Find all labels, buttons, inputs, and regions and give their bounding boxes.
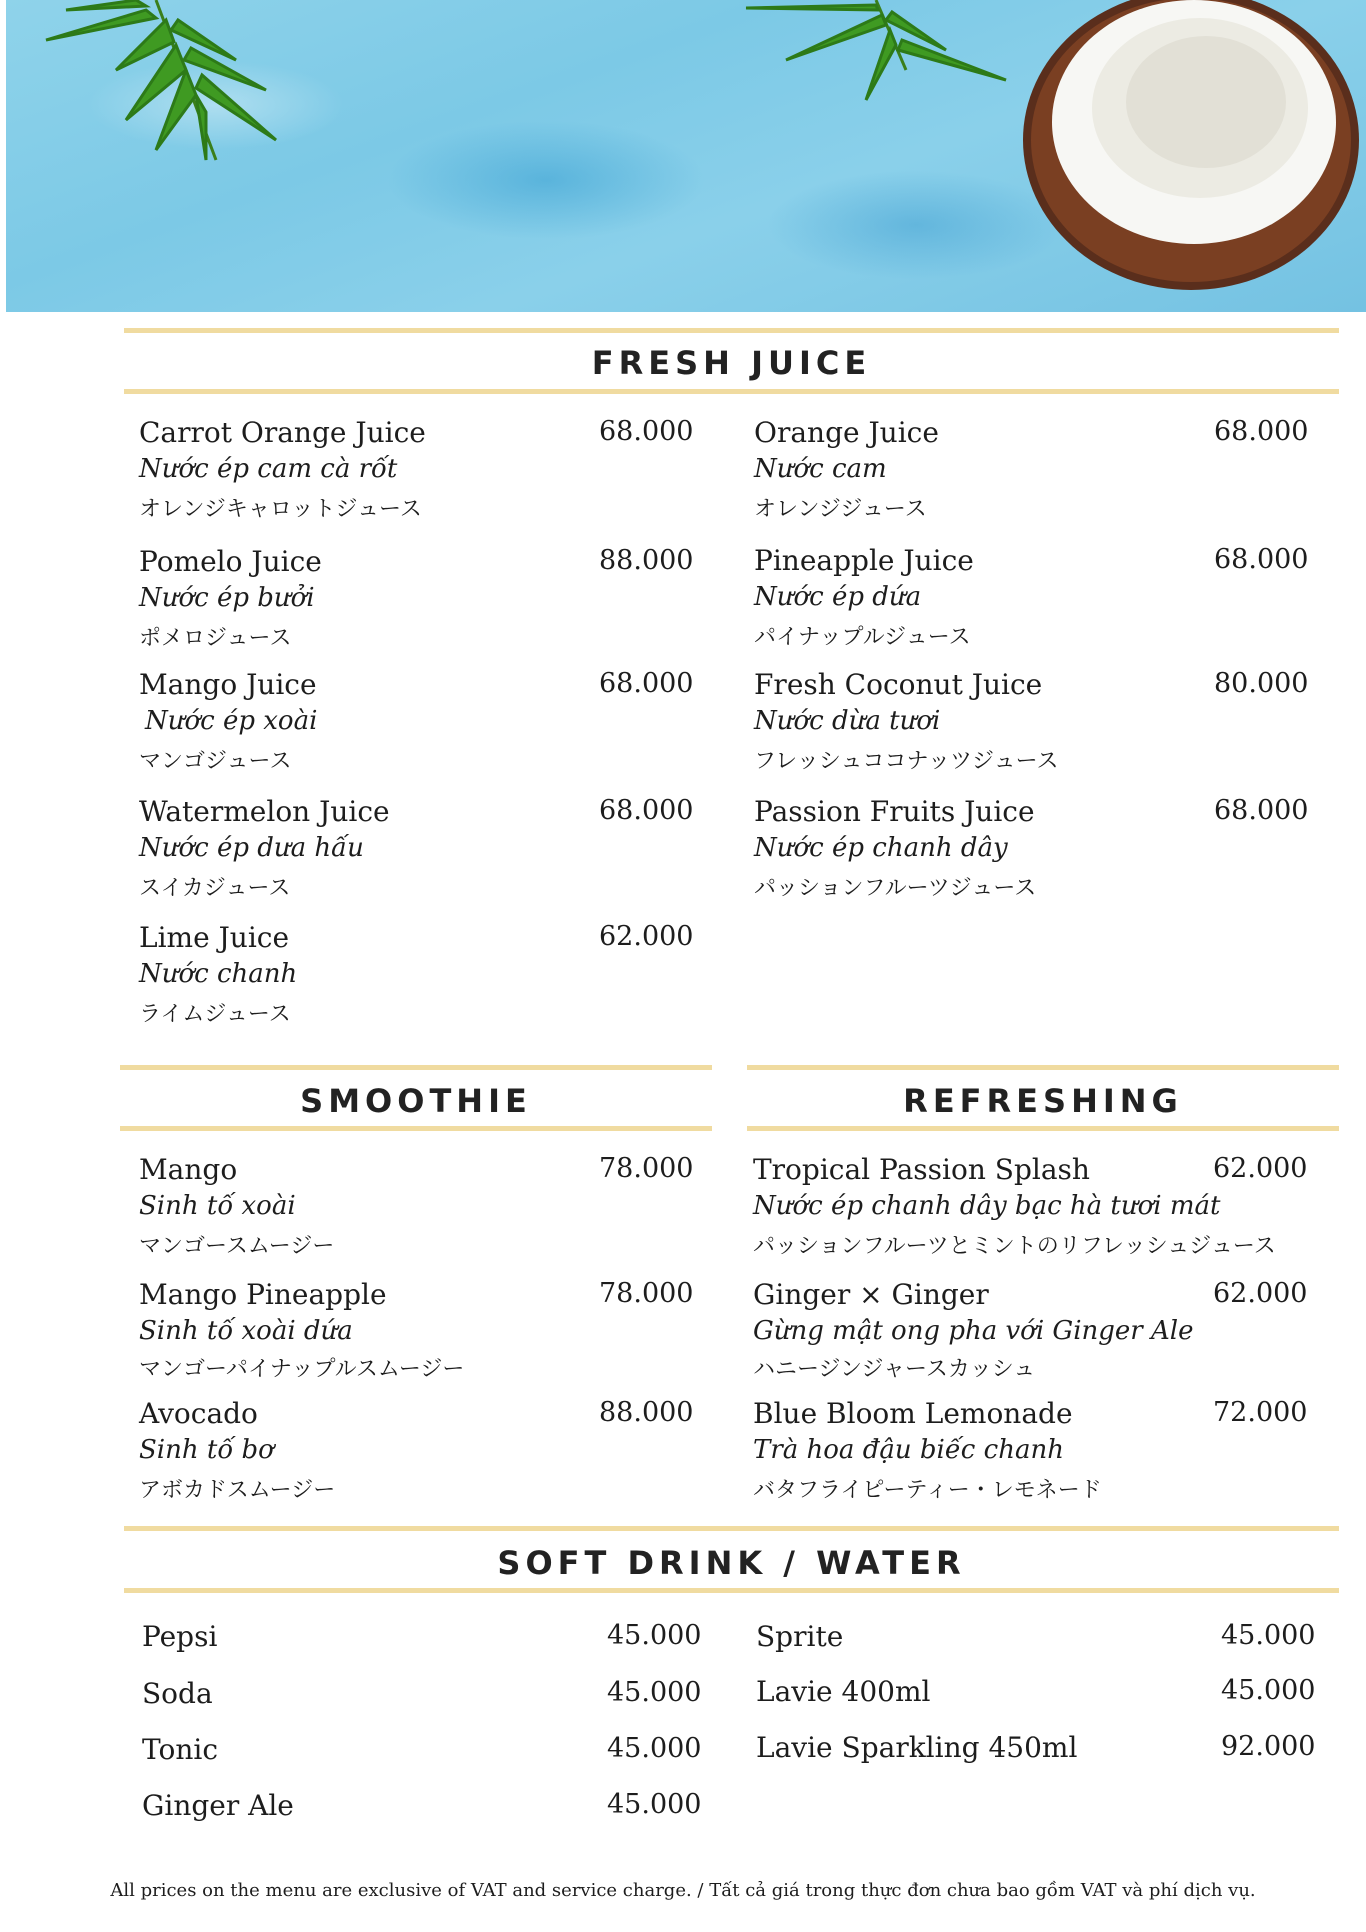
item-price: 80.000 [1214, 668, 1309, 699]
item-price: 62.000 [1213, 1278, 1308, 1309]
item-name-en: Orange Juice [754, 416, 939, 449]
item-price: 45.000 [1221, 1620, 1316, 1651]
item-price: 45.000 [607, 1789, 702, 1820]
item-name-ja: ポメロジュース [139, 626, 292, 651]
item-name-vi: Nước chanh [139, 959, 298, 989]
item-name-ja: マンゴースムージー [139, 1234, 335, 1259]
palm-leaves-coconut-illustration [6, 0, 1366, 312]
item-name-ja: オレンジジュース [754, 497, 927, 522]
item-name-ja: パッションフルーツジュース [754, 876, 1037, 901]
item-name-en: Mango Pineapple [139, 1278, 387, 1311]
palm-leaf-icon [746, 0, 1006, 100]
section-title-smoothie: SMOOTHIE [300, 1082, 532, 1120]
item-price: 72.000 [1213, 1397, 1308, 1428]
item-name-ja: パッションフルーツとミントのリフレッシュジュース [753, 1234, 1276, 1259]
item-price: 88.000 [599, 1397, 694, 1428]
item-name-en: Fresh Coconut Juice [754, 668, 1043, 701]
item-name-ja: スイカジュース [139, 876, 291, 901]
item-name-vi: Nước ép bưởi [139, 583, 315, 613]
item-name-en: Pomelo Juice [139, 545, 322, 578]
palm-leaf-icon [46, 0, 276, 160]
header-banner-image [6, 0, 1366, 312]
item-name-en: Lavie 400ml [756, 1675, 931, 1708]
section-rule [124, 389, 1339, 394]
item-name-en: Pepsi [142, 1620, 218, 1653]
item-name-ja: バタフライピーティー・レモネード [753, 1478, 1102, 1503]
coconut-icon [1023, 0, 1359, 290]
section-rule [124, 328, 1339, 333]
item-price: 62.000 [599, 921, 694, 952]
item-price: 68.000 [599, 416, 694, 447]
item-name-en: Blue Bloom Lemonade [753, 1397, 1073, 1430]
item-name-vi: Nước ép dưa hấu [139, 833, 364, 863]
section-title-fresh-juice: FRESH JUICE [591, 344, 872, 382]
item-name-en: Lavie Sparkling 450ml [756, 1731, 1078, 1764]
item-price: 45.000 [1221, 1675, 1316, 1706]
section-title-refreshing: REFRESHING [903, 1082, 1183, 1120]
item-name-ja: アボカドスムージー [139, 1478, 336, 1503]
section-rule [120, 1126, 712, 1131]
item-name-vi: Nước ép xoài [145, 706, 318, 736]
item-name-ja: マンゴーパイナップルスムージー [139, 1357, 465, 1382]
item-name-en: Lime Juice [139, 921, 290, 954]
item-name-en: Ginger Ale [142, 1789, 294, 1822]
item-price: 68.000 [1214, 795, 1309, 826]
item-name-en: Mango [139, 1153, 238, 1186]
item-name-en: Mango Juice [139, 668, 317, 701]
item-name-en: Carrot Orange Juice [139, 416, 426, 449]
item-name-vi: Nước cam [754, 454, 887, 484]
footer-vat-note: All prices on the menu are exclusive of VAT and service charge. / Tất cả giá trong thực đơn chưa bao gồm VAT và phí dịch vụ. [110, 1880, 1256, 1901]
item-name-vi: Sinh tố xoài [139, 1191, 296, 1221]
item-price: 78.000 [599, 1278, 694, 1309]
item-name-ja: ハニージンジャースカッシュ [753, 1357, 1036, 1382]
item-price: 68.000 [1214, 544, 1309, 575]
item-price: 68.000 [1214, 416, 1309, 447]
item-price: 78.000 [599, 1153, 694, 1184]
item-name-en: Avocado [139, 1397, 258, 1430]
section-rule [124, 1588, 1339, 1593]
item-price: 68.000 [599, 795, 694, 826]
item-name-en: Pineapple Juice [754, 544, 974, 577]
section-rule [747, 1065, 1339, 1070]
item-name-en: Tropical Passion Splash [753, 1153, 1090, 1186]
item-name-en: Sprite [756, 1620, 844, 1653]
item-name-vi: Gừng mật ong pha với Ginger Ale [753, 1316, 1194, 1346]
section-rule [747, 1126, 1339, 1131]
item-name-ja: マンゴジュース [139, 749, 292, 774]
item-name-vi: Sinh tố bơ [139, 1435, 274, 1465]
item-name-vi: Trà hoa đậu biếc chanh [753, 1435, 1064, 1465]
section-title-soft-drink-water: SOFT DRINK / WATER [497, 1544, 966, 1582]
item-name-en: Soda [142, 1677, 213, 1710]
item-name-en: Watermelon Juice [139, 795, 390, 828]
item-name-ja: フレッシュココナッツジュース [754, 749, 1059, 774]
item-name-en: Passion Fruits Juice [754, 795, 1035, 828]
item-name-vi: Nước ép chanh dây bạc hà tươi mát [753, 1191, 1221, 1221]
item-name-vi: Nước ép cam cà rốt [139, 454, 398, 484]
item-price: 88.000 [599, 545, 694, 576]
item-price: 68.000 [599, 668, 694, 699]
item-name-en: Tonic [142, 1733, 219, 1766]
item-name-vi: Nước dừa tươi [754, 706, 941, 736]
item-price: 45.000 [607, 1620, 702, 1651]
item-name-vi: Sinh tố xoài dứa [139, 1316, 353, 1346]
item-name-ja: オレンジキャロットジュース [139, 497, 422, 522]
section-rule [120, 1065, 712, 1070]
item-price: 62.000 [1213, 1153, 1308, 1184]
item-price: 92.000 [1221, 1731, 1316, 1762]
item-name-ja: パイナップルジュース [754, 625, 971, 650]
item-name-vi: Nước ép chanh dây [754, 833, 1008, 863]
section-rule [124, 1526, 1339, 1531]
item-name-en: Ginger × Ginger [753, 1278, 989, 1311]
item-price: 45.000 [607, 1733, 702, 1764]
item-price: 45.000 [607, 1677, 702, 1708]
item-name-ja: ライムジュース [139, 1002, 291, 1027]
item-name-vi: Nước ép dứa [754, 582, 922, 612]
